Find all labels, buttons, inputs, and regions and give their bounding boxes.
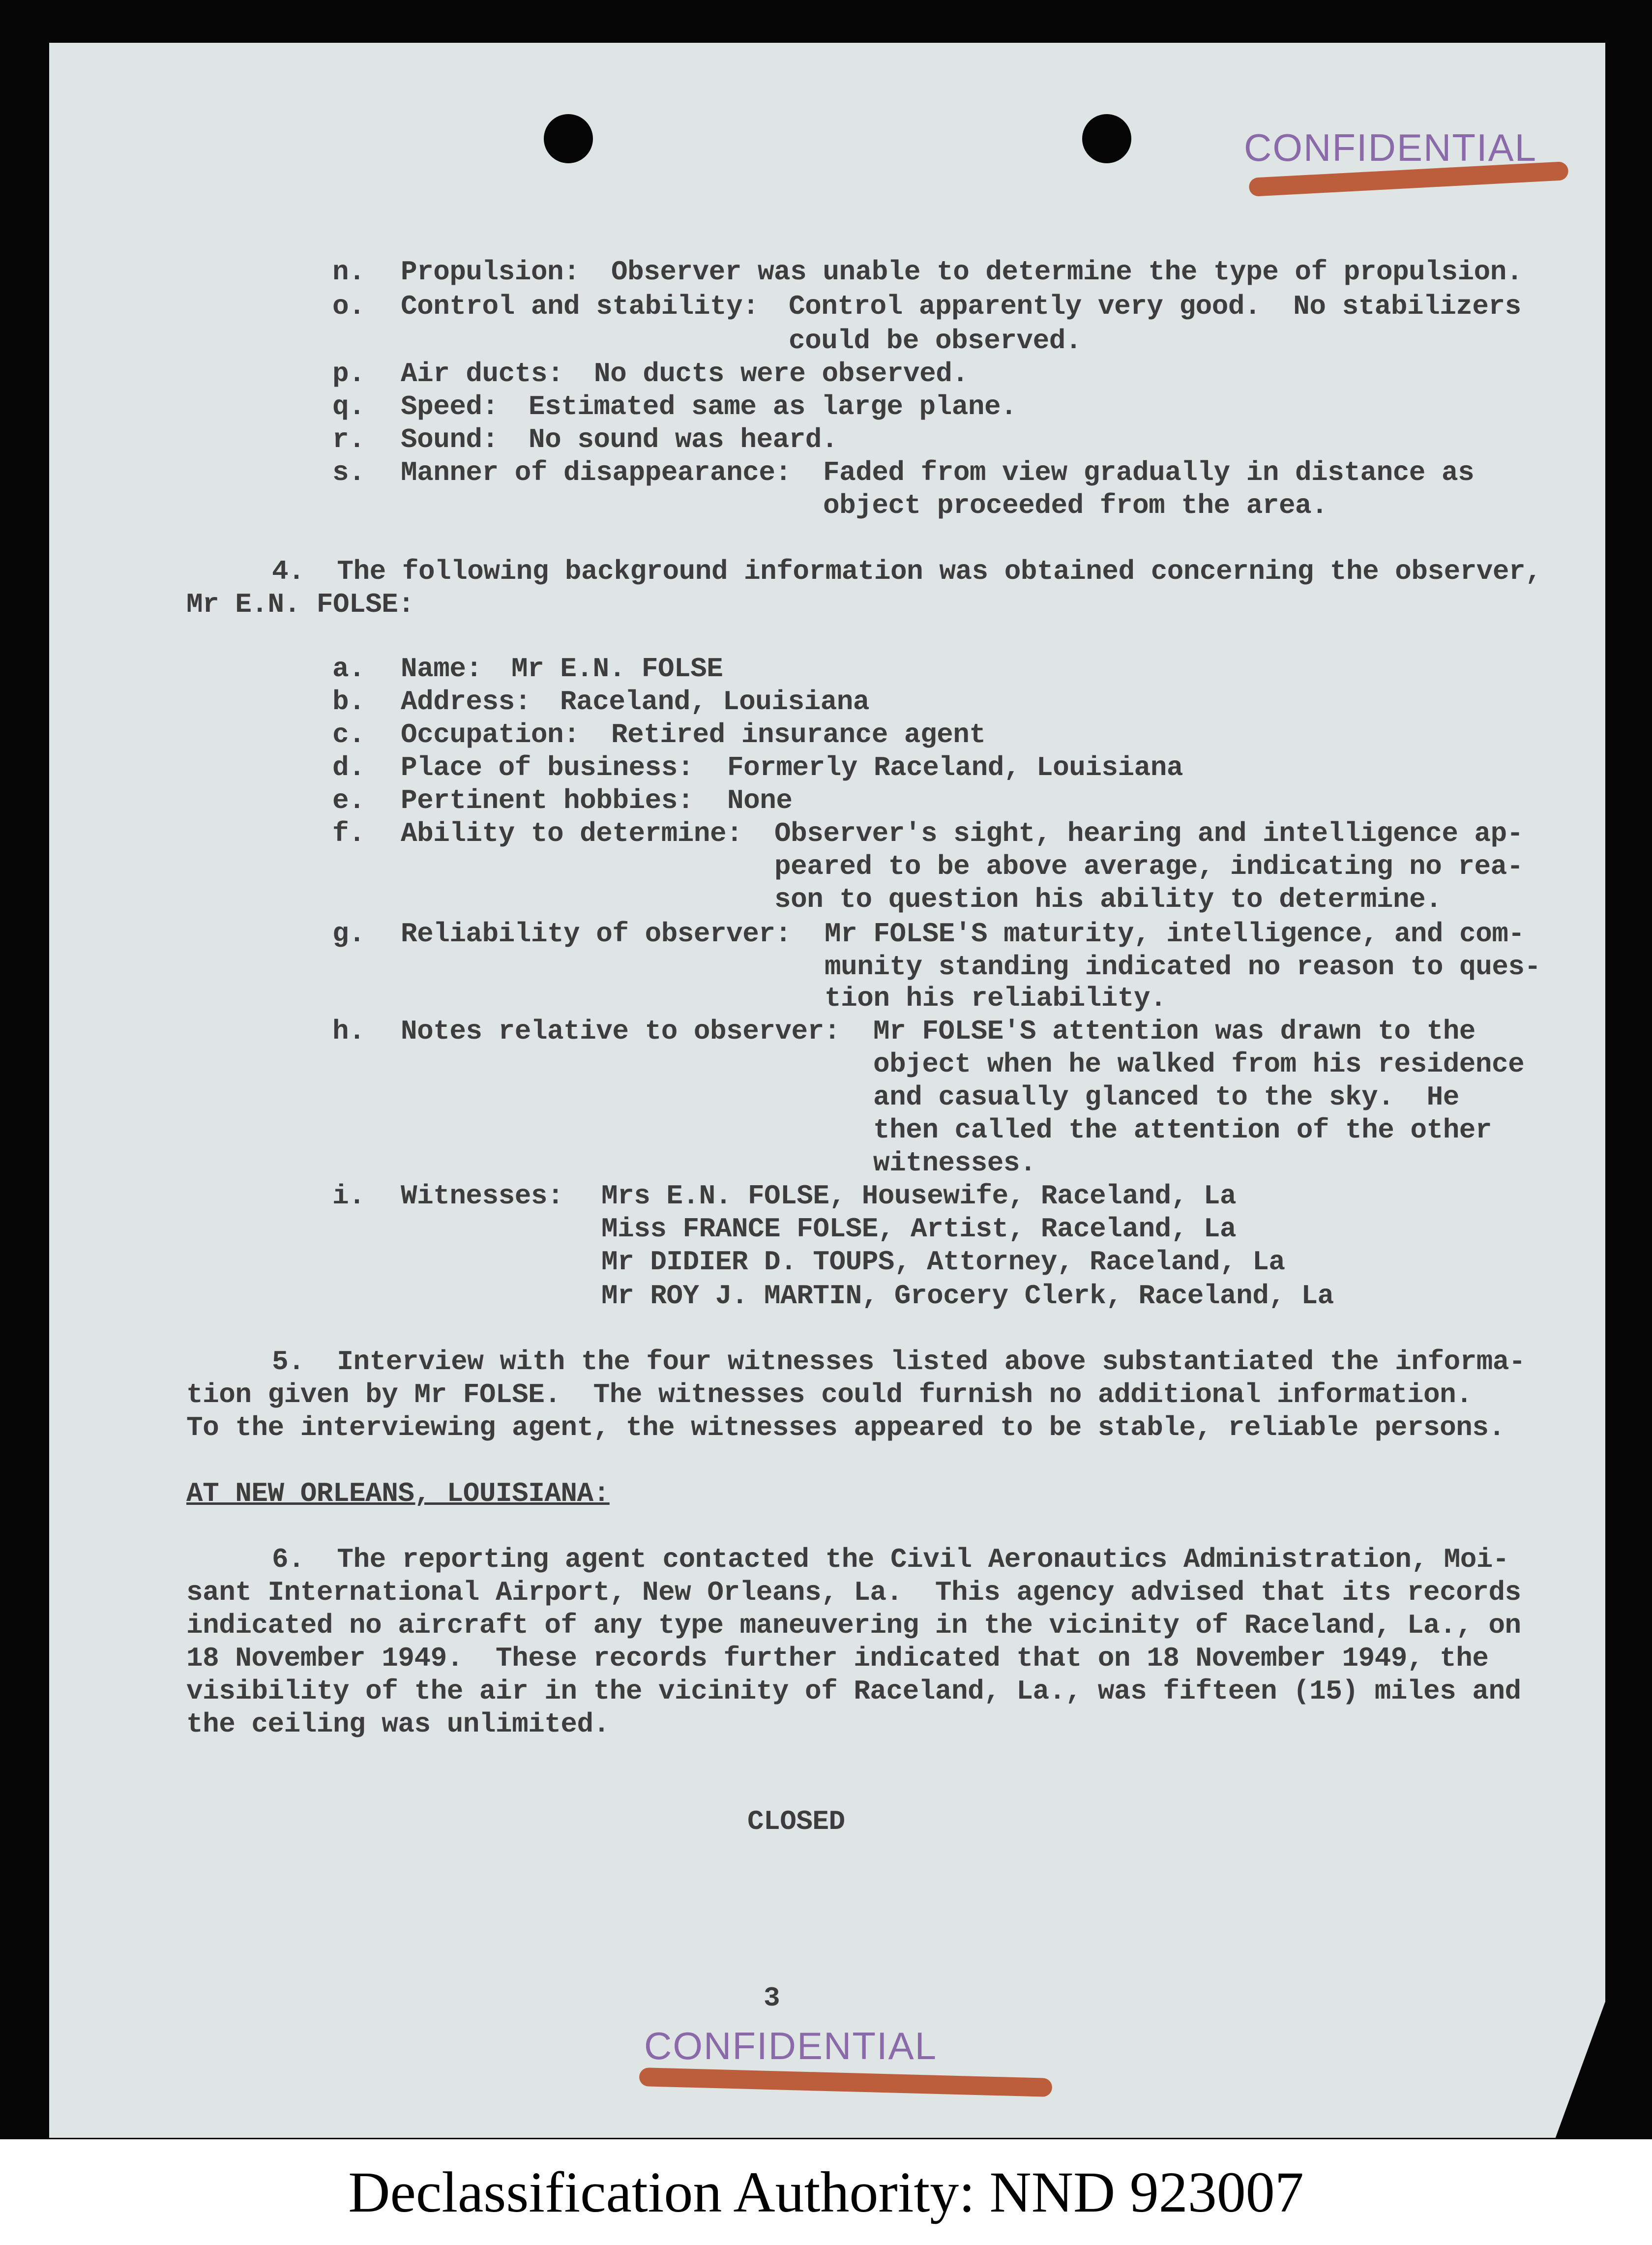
item-letter: g. <box>332 918 365 950</box>
item-value: Formerly Raceland, Louisiana <box>727 752 1183 783</box>
confidential-stamp-bottom: CONFIDENTIAL <box>644 2024 938 2067</box>
item-label: Manner of disappearance: <box>401 457 792 488</box>
item-label: Address: <box>401 686 531 718</box>
item-label: Place of business: <box>401 752 694 783</box>
item-letter: p. <box>332 358 365 389</box>
item-value: son to question his ability to determine. <box>774 884 1442 915</box>
paragraph-4-line: Mr E.N. FOLSE: <box>186 589 414 620</box>
item-letter: a. <box>332 653 365 685</box>
item-label: Notes relative to observer: <box>401 1016 840 1047</box>
item-label: Speed: <box>401 391 499 422</box>
item-value: Observer was unable to determine the type of propulsion. <box>611 256 1523 288</box>
item-label: Name: <box>401 653 482 685</box>
item-value: Observer's sight, hearing and intelligence ap- <box>774 818 1523 849</box>
witness-entry: Miss FRANCE FOLSE, Artist, Raceland, La <box>601 1213 1237 1245</box>
witness-entry: Mrs E.N. FOLSE, Housewife, Raceland, La <box>601 1180 1237 1212</box>
item-value: Retired insurance agent <box>611 719 986 750</box>
item-value: Mr E.N. FOLSE <box>511 653 723 685</box>
witness-entry: Mr ROY J. MARTIN, Grocery Clerk, Raceland, La <box>601 1280 1334 1312</box>
paragraph-5-line: 5. Interview with the four witnesses listed above substantiated the informa- <box>272 1346 1526 1377</box>
item-letter: c. <box>332 719 365 750</box>
item-value: Control apparently very good. No stabilizers <box>789 291 1521 322</box>
item-value: witnesses. <box>873 1147 1036 1179</box>
item-letter: s. <box>332 457 365 488</box>
item-letter: d. <box>332 752 365 783</box>
paragraph-4-line: 4. The following background information was obtained concerning the observer, <box>272 556 1542 587</box>
paragraph-5-line: tion given by Mr FOLSE. The witnesses could furnish no additional information. <box>186 1379 1473 1410</box>
paragraph-5-line: To the interviewing agent, the witnesses appeared to be stable, reliable persons. <box>186 1412 1505 1443</box>
item-label: Sound: <box>401 424 499 455</box>
item-letter: o. <box>332 291 365 322</box>
item-label: Ability to determine: <box>401 818 743 849</box>
item-letter: q. <box>332 391 365 422</box>
item-value: munity standing indicated no reason to ques- <box>825 951 1541 983</box>
closed-label: CLOSED <box>747 1806 845 1837</box>
item-letter: f. <box>332 818 365 849</box>
item-value: Mr FOLSE'S maturity, intelligence, and com- <box>825 918 1525 950</box>
page-number: 3 <box>764 1982 780 2014</box>
item-value: tion his reliability. <box>825 983 1167 1014</box>
item-value: could be observed. <box>789 325 1082 357</box>
item-label: Propulsion: <box>401 256 580 288</box>
item-label: Air ducts: <box>401 358 564 389</box>
item-value: No ducts were observed. <box>594 358 969 389</box>
section-heading: AT NEW ORLEANS, LOUISIANA: <box>186 1478 610 1509</box>
item-letter: n. <box>332 256 365 288</box>
punch-hole <box>544 114 593 163</box>
paragraph-6-line: 18 November 1949. These records further indicated that on 18 November 1949, the <box>186 1643 1489 1674</box>
item-value: object when he walked from his residence <box>873 1048 1525 1080</box>
item-label: Reliability of observer: <box>401 918 792 950</box>
witness-entry: Mr DIDIER D. TOUPS, Attorney, Raceland, La <box>601 1246 1285 1278</box>
item-value: peared to be above average, indicating no rea- <box>774 851 1523 882</box>
paragraph-6-line: the ceiling was unlimited. <box>186 1708 610 1740</box>
paragraph-6-line: sant International Airport, New Orleans, La. This agency advised that its records <box>186 1577 1521 1608</box>
confidential-stamp-top: CONFIDENTIAL <box>1244 126 1537 169</box>
item-letter: h. <box>332 1016 365 1047</box>
item-value: Faded from view gradually in distance as <box>823 457 1475 488</box>
item-value: Mr FOLSE'S attention was drawn to the <box>873 1016 1475 1047</box>
paragraph-6-line: 6. The reporting agent contacted the Civil Aeronautics Administration, Moi- <box>272 1544 1509 1575</box>
item-letter: r. <box>332 424 365 455</box>
item-letter: b. <box>332 686 365 718</box>
item-value: object proceeded from the area. <box>823 490 1328 521</box>
item-label: Pertinent hobbies: <box>401 785 694 816</box>
item-value: then called the attention of the other <box>873 1114 1492 1146</box>
item-label: Control and stability: <box>401 291 759 322</box>
punch-hole <box>1082 114 1131 163</box>
item-value: None <box>727 785 793 816</box>
item-label: Occupation: <box>401 719 580 750</box>
item-value: No sound was heard. <box>529 424 838 455</box>
item-label: Witnesses: <box>401 1180 564 1212</box>
item-value: and casually glanced to the sky. He <box>873 1081 1459 1113</box>
item-letter: i. <box>332 1180 365 1212</box>
item-letter: e. <box>332 785 365 816</box>
paragraph-6-line: indicated no aircraft of any type maneuvering in the vicinity of Raceland, La., on <box>186 1610 1521 1641</box>
paragraph-6-line: visibility of the air in the vicinity of Raceland, La., was fifteen (15) miles and <box>186 1676 1521 1707</box>
item-value: Estimated same as large plane. <box>529 391 1017 422</box>
declassification-caption: Declassification Authority: NND 923007 <box>0 2139 1652 2245</box>
item-value: Raceland, Louisiana <box>560 686 870 718</box>
